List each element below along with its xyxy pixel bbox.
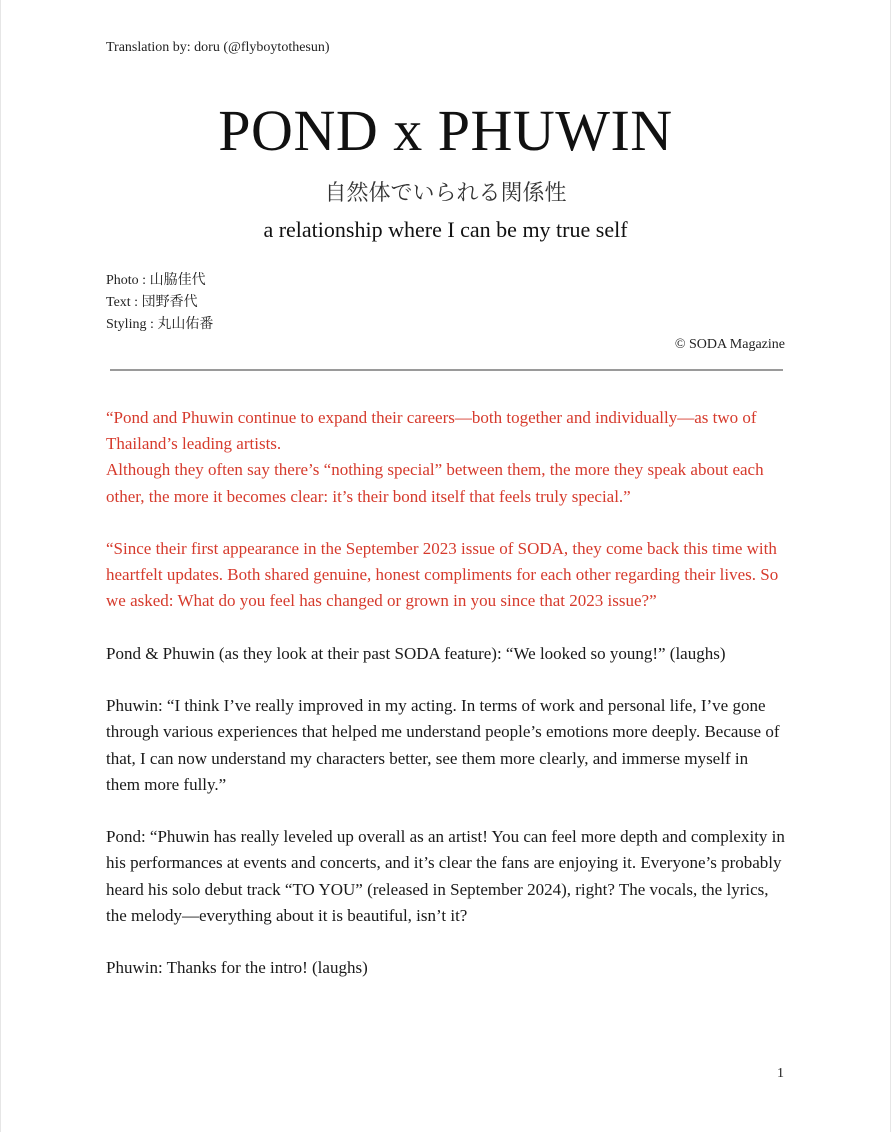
copyright-notice: © SODA Magazine [674, 337, 785, 352]
article-title: POND x PHUWIN [218, 98, 673, 163]
paragraph-2: Phuwin: “I think I’ve really improved in my acting. In terms of work and personal life, I’ve gone through various experiences that helped me understand people’s emotions more deeply. Because of that, I can now understand my characters better, see them more clearly, and immerse myself in them more fully.” [106, 696, 780, 794]
credit-photo: Photo : 山脇佳代 [106, 273, 206, 288]
intro-line-b: Although they often say there’s “nothing special” between them, the more they speak about each other, the more it becomes clear: it’s their bond itself that feels truly special.” [106, 460, 764, 506]
intro-paragraph-1 [106, 405, 786, 510]
subtitle-japanese: 自然体でいられる関係性 [324, 181, 567, 206]
credit-text: Text : 団野香代 [106, 295, 198, 310]
paragraph-1: Pond & Phuwin (as they look at their past SODA feature): “We looked so young!” (laughs) [106, 643, 726, 663]
paragraph-4: Phuwin: Thanks for the intro! (laughs) [106, 958, 368, 978]
section-divider [110, 369, 783, 371]
intro-line-a: “Pond and Phuwin continue to expand their careers—both together and individually—as two of Thailand’s leading artists. [106, 408, 757, 454]
subtitle-english: a relationship where I can be my true self [263, 217, 628, 242]
translation-credit: Translation by: doru (@flyboytothesun) [106, 40, 330, 55]
credit-styling: Styling : 丸山佑番 [106, 317, 214, 332]
credits-block [106, 270, 213, 336]
intro-paragraph-2: “Since their first appearance in the September 2023 issue of SODA, they come back this time with heartfelt updates. Both shared genuine, honest compliments for each other regarding their lives. So we asked: What do you feel has changed or grown in you since that 2023 issue?” [106, 539, 779, 611]
paragraph-3: Pond: “Phuwin has really leveled up overall as an artist! You can feel more depth and complexity in his performances at events and concerts, and it’s clear the fans are enjoying it. Everyone’s probably heard his solo debut track “TO YOU” (released in September 2024), right? The vocals, the lyrics, the melody—everything about it is beautiful, isn’t it? [106, 827, 785, 925]
article-body [106, 405, 786, 1008]
page-number: 1 [777, 1066, 784, 1081]
